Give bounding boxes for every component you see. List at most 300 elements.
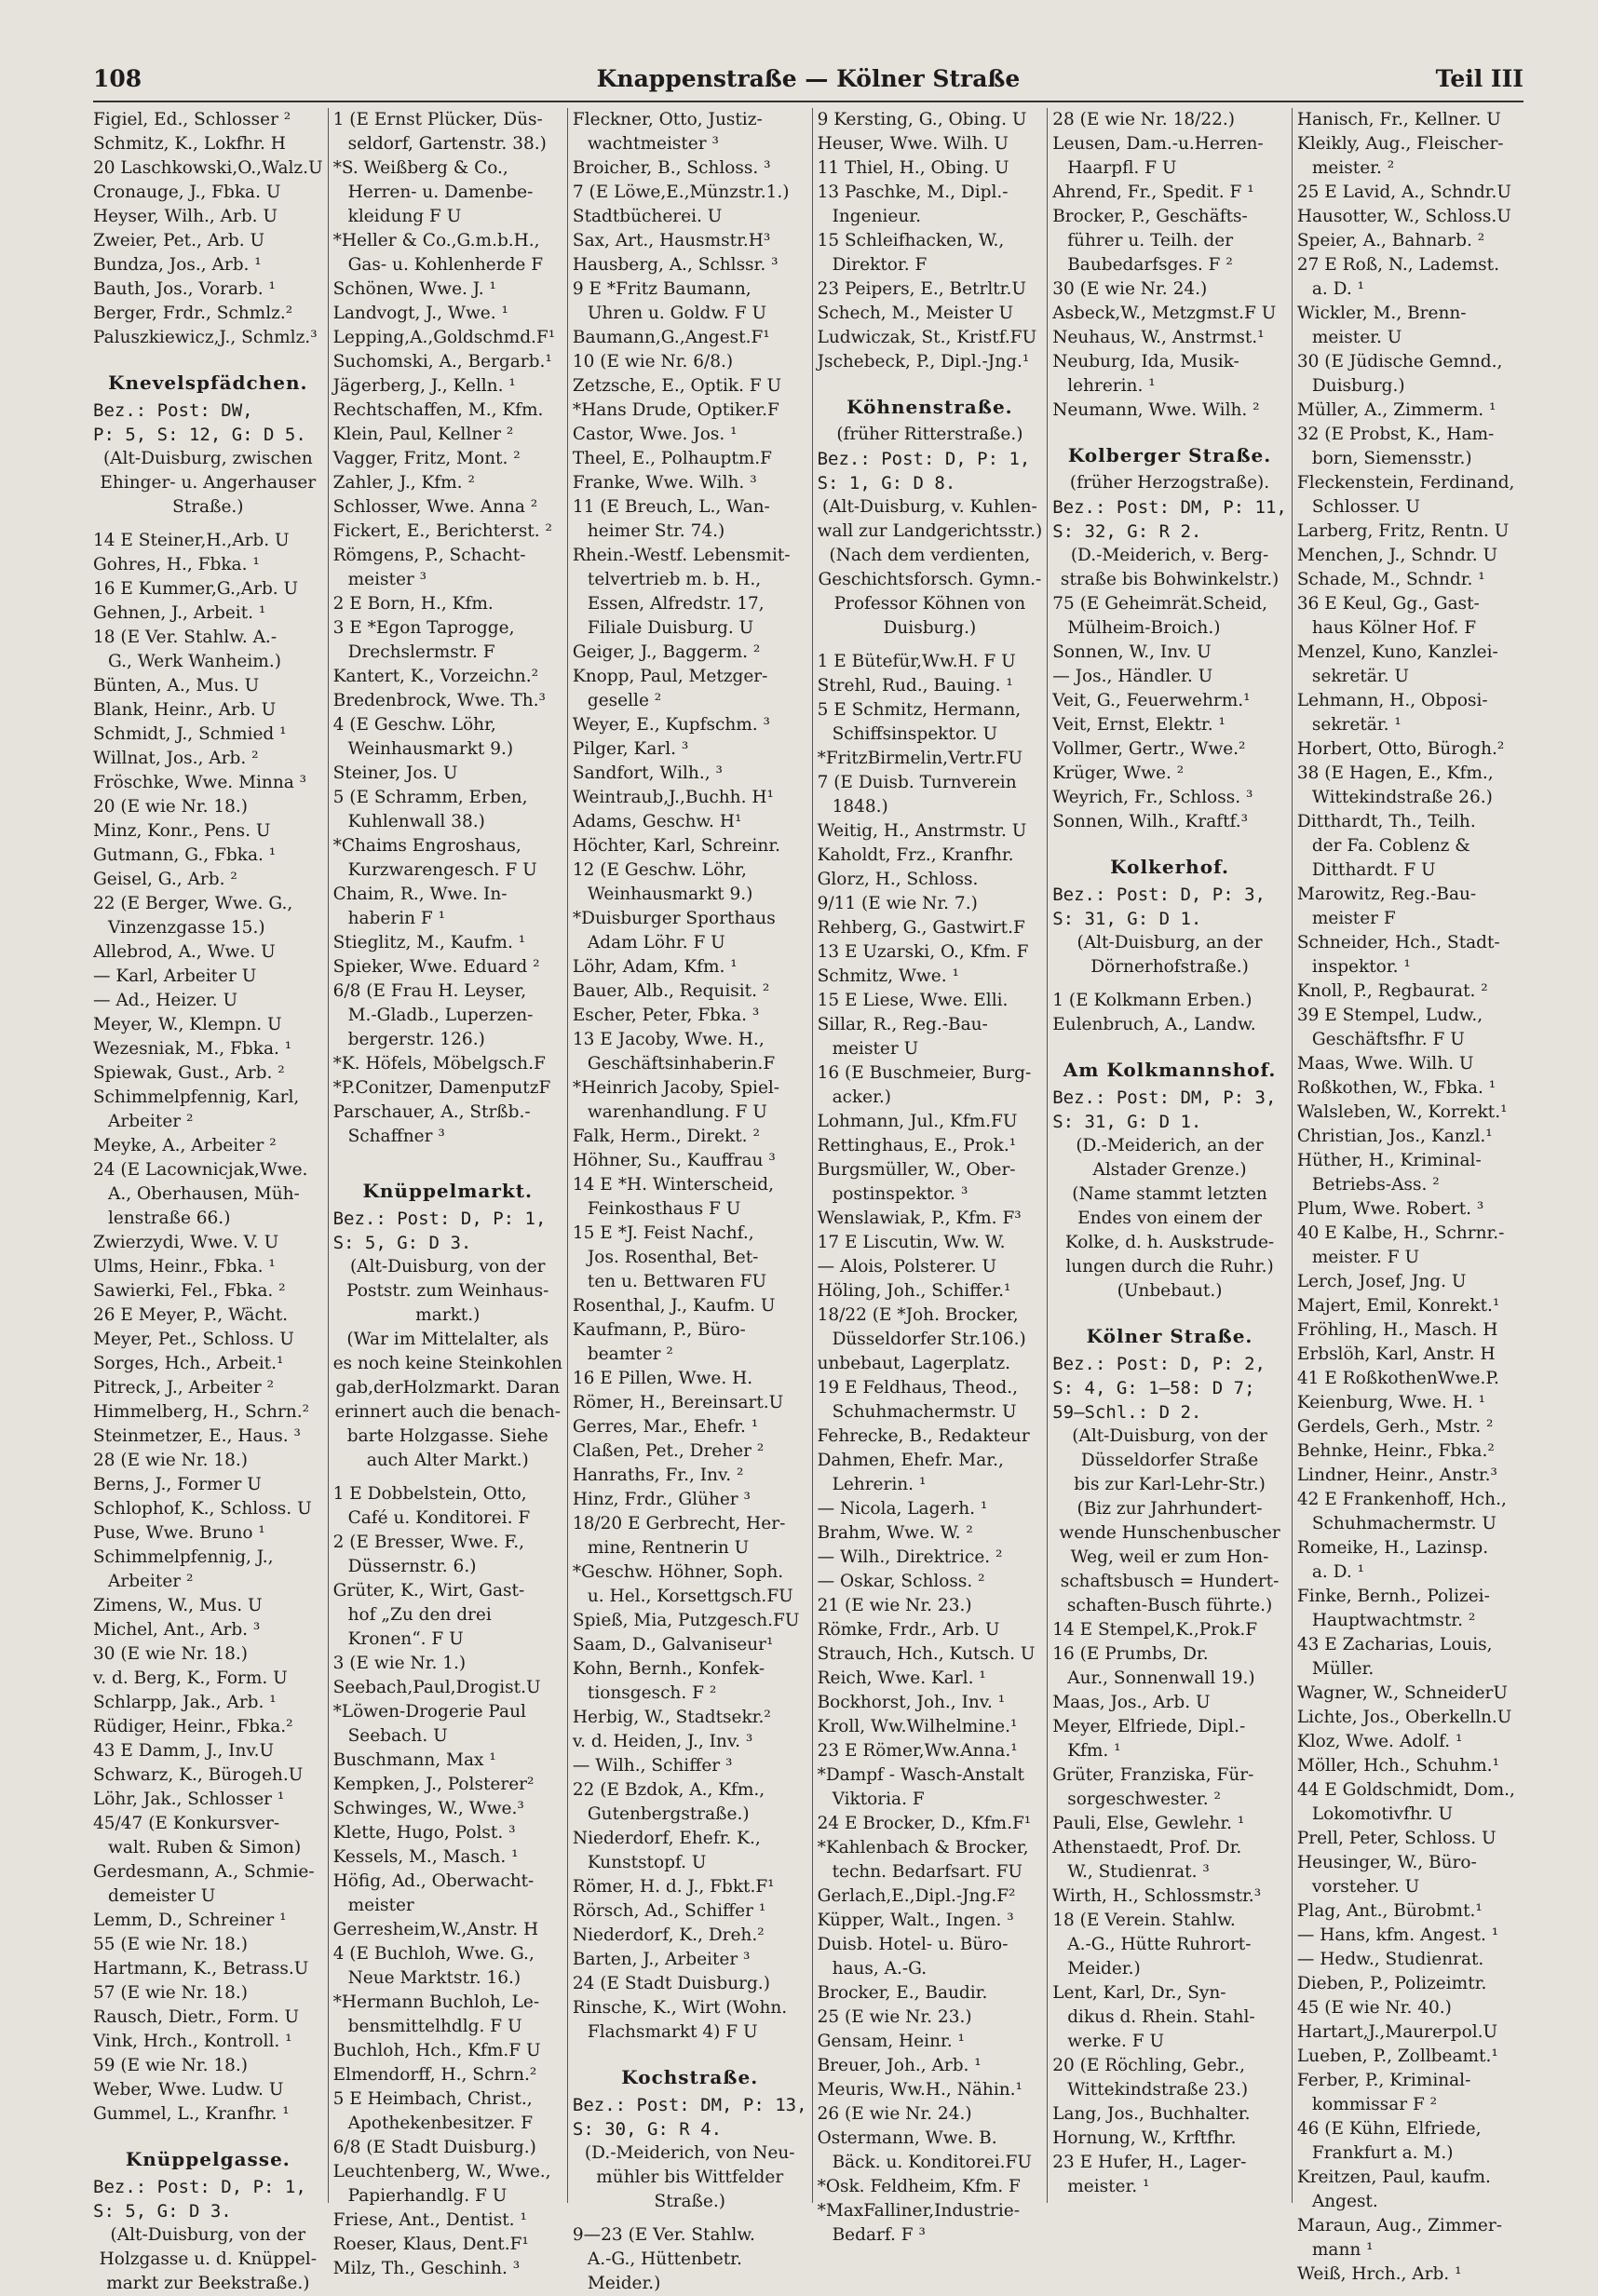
resident-entry: Rhein.-Westf. Lebensmit-: [572, 546, 791, 565]
resident-entry: 45 (E wie Nr. 40.): [1296, 1998, 1452, 2018]
entry-continuation: Schiffsinspektor. U: [832, 724, 998, 744]
resident-entry: *Kahlenbach & Brocker,: [817, 1838, 1029, 1857]
resident-entry: 46 (E Kühn, Elfriede,: [1296, 2119, 1482, 2139]
resident-entry: Larberg, Fritz, Rentn. U: [1296, 521, 1510, 541]
resident-entry: Heusinger, W., Büro-: [1296, 1853, 1477, 1872]
header-rule: [93, 101, 1524, 102]
page-header: [93, 58, 1524, 101]
resident-entry: Barten, J., Arbeiter ³: [572, 1950, 751, 1969]
resident-entry: — Wilh., Direktrice. ²: [817, 1547, 1003, 1567]
resident-entry: Maas, Wwe. Wilh. U: [1296, 1054, 1474, 1074]
resident-entry: 23 E Hufer, H., Lager-: [1052, 2153, 1247, 2172]
resident-entry: Schade, M., Schndr. ¹: [1296, 570, 1485, 589]
entry-continuation: führer u. Teilh. der: [1067, 231, 1234, 250]
entry-continuation: Betriebs-Ass. ²: [1311, 1175, 1440, 1195]
resident-entry: 42 E Frankenhoff, Hch.,: [1296, 1490, 1507, 1509]
street-note: (D.-Meiderich, an der: [1076, 1136, 1264, 1155]
resident-entry: 5 (E Schramm, Erben,: [332, 788, 528, 807]
resident-entry: 41 E RoßkothenWwe.P.: [1296, 1369, 1499, 1388]
resident-entry: Prell, Peter, Schloss. U: [1296, 1829, 1496, 1848]
resident-entry: Lichte, Jos., Oberkelln.U: [1296, 1708, 1512, 1727]
resident-entry: Schneider, Hch., Stadt-: [1296, 933, 1500, 952]
resident-entry: Höling, Joh., Schiffer.¹: [817, 1281, 1011, 1301]
resident-entry: 28 (E wie Nr. 18.): [93, 1451, 249, 1470]
resident-entry: Leusen, Dam.-u.Herren-: [1052, 134, 1264, 154]
resident-entry: Veit, Ernst, Elektr. ¹: [1052, 715, 1226, 735]
resident-entry: Asbeck,W., Metzgmst.F U: [1052, 304, 1277, 323]
entry-continuation: Direktor. F: [832, 255, 928, 275]
resident-entry: 2 (E Bresser, Wwe. F.,: [332, 1533, 525, 1552]
resident-entry: 30 (E Jüdische Gemnd.,: [1296, 352, 1503, 371]
entry-continuation: Arbeiter ²: [108, 1572, 194, 1591]
entry-continuation: Kfm. ¹: [1067, 1741, 1121, 1761]
street-heading: Köhnenstraße.: [846, 396, 1013, 418]
street-note: Düsseldorfer Straße: [1080, 1451, 1259, 1470]
entry-continuation: hof „Zu den drei: [347, 1605, 492, 1625]
resident-entry: Minz, Konr., Pens. U: [93, 821, 271, 841]
resident-entry: Löhr, Jak., Schlosser ¹: [93, 1790, 285, 1809]
resident-entry: Hausotter, W., Schloss.U: [1296, 207, 1511, 226]
resident-entry: Sorges, Hch., Arbeit.¹: [93, 1354, 284, 1373]
resident-entry: Klette, Hugo, Polst. ³: [332, 1823, 516, 1843]
resident-entry: 18 (E Verein. Stahlw.: [1052, 1911, 1236, 1930]
entry-continuation: Wittekindstraße 26.): [1311, 788, 1493, 807]
resident-entry: Landvogt, J., Wwe. ¹: [332, 304, 508, 323]
resident-entry: Heuser, Wwe. Wilh. U: [817, 134, 1009, 154]
entry-continuation: Café u. Konditorei. F: [347, 1508, 531, 1528]
resident-entry: Meyer, W., Klempn. U: [93, 1015, 282, 1034]
resident-entry: 13 E Uzarski, O., Kfm. F: [817, 942, 1029, 962]
resident-entry: Strehl, Rud., Bauing. ¹: [817, 676, 1013, 696]
resident-entry: Brocker, E., Baudir.: [817, 1983, 988, 2003]
resident-entry: 55 (E wie Nr. 18.): [93, 1935, 249, 1954]
page-number: 108: [93, 65, 142, 92]
resident-entry: 26 (E wie Nr. 24.): [817, 2104, 972, 2124]
resident-entry: Rechtschaffen, M., Kfm.: [332, 400, 544, 420]
resident-entry: 16 (E Prumbs, Dr.: [1052, 1644, 1209, 1664]
resident-entry: Sillar, R., Reg.-Bau-: [817, 1015, 988, 1034]
resident-entry: Rörsch, Ad., Schiffer ¹: [572, 1901, 766, 1921]
resident-entry: — Karl, Arbeiter U: [93, 966, 257, 986]
district-info: Bez.: Post: DM, P: 11,: [1052, 497, 1287, 518]
resident-entry: Kessels, M., Masch. ¹: [332, 1847, 519, 1867]
resident-entry: Seebach,Paul,Drogist.U: [332, 1678, 541, 1697]
resident-entry: Roßkothen, W., Fbka. ¹: [1296, 1078, 1496, 1098]
entry-continuation: kleidung F U: [347, 207, 462, 226]
resident-entry: Herbig, W., Stadtsekr.²: [572, 1708, 771, 1727]
resident-entry: Grüter, K., Wirt, Gast-: [332, 1581, 525, 1600]
resident-entry: 5 E Heimbach, Christ.,: [332, 2089, 533, 2109]
entry-continuation: A.-G., Hütte Ruhrort-: [1067, 1935, 1252, 1954]
resident-entry: Meyer, Elfriede, Dipl.-: [1052, 1717, 1246, 1736]
resident-entry: Menzel, Kuno, Kanzlei-: [1296, 642, 1498, 662]
resident-entry: Willnat, Jos., Arb. ²: [93, 749, 259, 768]
street-note: lungen durch die Ruhr.): [1065, 1257, 1274, 1276]
resident-entry: Hartmann, K., Betrass.U: [93, 1959, 309, 1979]
street-heading: Knüppelgasse.: [125, 2148, 291, 2170]
resident-entry: 75 (E Geheimrät.Scheid,: [1052, 594, 1268, 614]
entry-continuation: A.-G., Hüttenbetr.: [587, 2249, 742, 2269]
resident-entry: Buchloh, Hch., Kfm.F U: [332, 2041, 541, 2060]
resident-entry: 4 (E Buchloh, Wwe. G.,: [332, 1944, 535, 1964]
district-info: Bez.: Post: D, P: 3,: [1052, 885, 1266, 905]
resident-entry: Bauth, Jos., Vorarb. ¹: [93, 279, 276, 299]
entry-continuation: Gutenbergstraße.): [587, 1804, 750, 1824]
resident-entry: Lepping,A.,Goldschmd.F¹: [332, 328, 556, 347]
column-2: [328, 108, 567, 2278]
resident-entry: *Heinrich Jacoby, Spiel-: [572, 1078, 780, 1098]
entry-continuation: Geschäftsfhr. F U: [1311, 1030, 1465, 1049]
entry-continuation: Meider.): [587, 2274, 661, 2293]
resident-entry: Fleckenstein, Ferdinand,: [1296, 473, 1515, 493]
street-note: Endes von einem der: [1077, 1209, 1262, 1228]
entry-continuation: Duisburg.): [1311, 376, 1405, 396]
resident-entry: Niederdorf, Ehefr. K.,: [572, 1829, 761, 1848]
resident-entry: 3 (E wie Nr. 1.): [332, 1654, 467, 1673]
resident-entry: 1 E Dobbelstein, Otto,: [332, 1484, 527, 1504]
resident-entry: Puse, Wwe. Bruno ¹: [93, 1523, 265, 1543]
resident-entry: — Hedw., Studienrat.: [1296, 1950, 1484, 1969]
resident-entry: 14 E Steiner,H.,Arb. U: [93, 531, 290, 550]
resident-entry: Blank, Heinr., Arb. U: [93, 700, 277, 720]
entry-continuation: Mülheim-Broich.): [1067, 618, 1221, 638]
spacer: [818, 641, 1043, 650]
resident-entry: Meyer, Pet., Schloss. U: [93, 1330, 294, 1349]
resident-entry: Ostermann, Wwe. B.: [817, 2128, 997, 2148]
resident-entry: Bünten, A., Mus. U: [93, 676, 260, 696]
entry-continuation: heimer Str. 74.): [587, 521, 725, 541]
street-note: Professor Köhnen von: [833, 594, 1026, 614]
spacer: [93, 520, 323, 529]
street-note: wall zur Landgerichtsstr.): [817, 521, 1043, 541]
entry-continuation: Weinhausmarkt 9.): [587, 885, 753, 904]
street-note: (Alt-Duisburg, von der: [349, 1257, 546, 1276]
resident-entry: Kohn, Bernh., Konfek-: [572, 1659, 765, 1679]
resident-entry: Heyser, Wilh., Arb. U: [93, 207, 278, 226]
resident-entry: Meuris, Ww.H., Nähin.¹: [817, 2080, 1022, 2100]
resident-entry: Veit, G., Feuerwehrm.¹: [1052, 691, 1251, 710]
volume-part: Teil III: [1435, 65, 1524, 92]
resident-entry: Lang, Jos., Buchhalter.: [1052, 2104, 1251, 2124]
entry-continuation: 1848.): [832, 797, 888, 817]
resident-entry: 22 (E Berger, Wwe. G.,: [93, 894, 293, 913]
entry-continuation: sekretär. ¹: [1311, 715, 1402, 735]
resident-entry: Knoll, P., Regbaurat. ²: [1296, 981, 1488, 1001]
resident-entry: 24 E Brocker, D., Kfm.F¹: [817, 1814, 1032, 1833]
resident-entry: 18/22 (E *Joh. Brocker,: [817, 1305, 1019, 1325]
street-heading: Knüppelmarkt.: [362, 1180, 533, 1202]
street-note: (Alt-Duisburg, an der: [1077, 933, 1263, 952]
district-info: Bez.: Post: D, P: 1,: [817, 449, 1031, 469]
resident-entry: Gohres, H., Fbka. ¹: [93, 555, 260, 574]
district-info: Bez.: Post: D, P: 1,: [93, 2177, 306, 2197]
resident-entry: Fehrecke, B., Redakteur: [817, 1426, 1030, 1446]
resident-entry: 9/11 (E wie Nr. 7.): [817, 894, 978, 913]
resident-entry: Weiß, Hrch., Arb. ¹: [1296, 2264, 1462, 2284]
resident-entry: Pilger, Karl. ³: [572, 739, 689, 759]
street-note: Alstader Grenze.): [1092, 1160, 1247, 1180]
resident-entry: Lehmann, H., Obposi-: [1296, 691, 1488, 710]
resident-entry: Maas, Jos., Arb. U: [1052, 1693, 1211, 1712]
resident-entry: Cronauge, J., Fbka. U: [93, 182, 281, 202]
resident-entry: 21 (E wie Nr. 23.): [817, 1596, 972, 1615]
resident-entry: Keienburg, Wwe. H. ¹: [1296, 1393, 1486, 1412]
resident-entry: 1 E Bütefür,Ww.H. F U: [817, 652, 1016, 671]
entry-continuation: meister: [347, 1896, 414, 1915]
street-note: Straße.): [654, 2192, 725, 2211]
column-5: [1047, 108, 1292, 2203]
entry-continuation: born, Siemensstr.): [1311, 449, 1472, 468]
resident-entry: Bauer, Alb., Requisit. ²: [572, 981, 770, 1001]
resident-entry: Pauli, Else, Gewlehr. ¹: [1052, 1814, 1245, 1833]
street-note: (Alt-Duisburg, zwischen: [102, 449, 313, 468]
resident-entry: Gehnen, J., Arbeit. ¹: [93, 603, 266, 623]
resident-entry: 18 (E Ver. Stahlw. A.-: [93, 628, 278, 647]
resident-entry: Fickert, E., Berichterst. ²: [332, 521, 552, 541]
entry-continuation: inspektor. ¹: [1311, 957, 1411, 977]
resident-entry: Spiewak, Gust., Arb. ²: [93, 1063, 285, 1083]
street-note: (D.-Meiderich, v. Berg-: [1070, 546, 1269, 565]
entry-continuation: Schuhmachermstr. U: [832, 1402, 1017, 1422]
resident-entry: Hüther, H., Kriminal-: [1296, 1151, 1482, 1170]
resident-entry: *S. Weißberg & Co.,: [332, 158, 508, 178]
resident-entry: Rausch, Dietr., Form. U: [93, 2007, 300, 2027]
resident-entry: *K. Höfels, Möbelgsch.F: [332, 1054, 546, 1074]
resident-entry: Baumann,G.,Angest.F¹: [572, 328, 770, 347]
resident-entry: 26 E Meyer, P., Wächt.: [93, 1305, 289, 1325]
spacer: [573, 2214, 807, 2223]
entry-continuation: A., Oberhausen, Müh-: [108, 1184, 300, 1204]
resident-entry: Vink, Hrch., Kontroll. ¹: [93, 2032, 292, 2051]
resident-entry: Ludwiczak, St., Kristf.FU: [817, 328, 1037, 347]
resident-entry: Schimmelpfennig, J.,: [93, 1547, 274, 1567]
resident-entry: Sax, Art., Hausmstr.H³: [572, 231, 771, 250]
entry-continuation: ten u. Bettwaren FU: [587, 1272, 767, 1291]
resident-entry: 19 E Feldhaus, Theod.,: [817, 1378, 1018, 1398]
resident-entry: Schmitz, Wwe. ¹: [817, 966, 959, 986]
entry-continuation: seldorf, Gartenstr. 38.): [347, 134, 547, 154]
resident-entry: — Hans, kfm. Angest. ¹: [1296, 1925, 1499, 1945]
district-info: Bez.: Post: DM, P: 13,: [572, 2095, 807, 2115]
resident-entry: Brocker, P., Geschäfts-: [1052, 207, 1248, 226]
entry-continuation: beamter ²: [587, 1344, 673, 1364]
resident-entry: 22 (E Bzdok, A., Kfm.,: [572, 1780, 765, 1800]
resident-entry: Rinsche, K., Wirt (Wohn.: [572, 1998, 788, 2018]
entry-continuation: Haarpfl. F U: [1067, 158, 1177, 178]
entry-continuation: haus Kölner Hof. F: [1311, 618, 1477, 638]
resident-entry: Zweier, Pet., Arb. U: [93, 231, 265, 250]
column-4: [812, 108, 1048, 2245]
resident-entry: Kempken, J., Polsterer²: [332, 1775, 535, 1794]
resident-entry: Schlophof, K., Schloss. U: [93, 1499, 312, 1519]
resident-entry: 16 E Pillen, Wwe. H.: [572, 1369, 753, 1388]
resident-entry: Athenstaedt, Prof. Dr.: [1052, 1838, 1242, 1857]
resident-entry: Höchter, Karl, Schreinr.: [572, 836, 781, 856]
street-note: (Nach dem verdienten,: [829, 546, 1031, 565]
entry-continuation: Feinkosthaus F U: [587, 1199, 741, 1219]
resident-entry: *Geschw. Höhner, Soph.: [572, 1562, 784, 1582]
resident-entry: Christian, Jos., Kanzl.¹: [1296, 1127, 1493, 1146]
resident-entry: Lueben, P., Zollbeamt.¹: [1296, 2046, 1498, 2066]
resident-entry: Neumann, Wwe. Wilh. ²: [1052, 400, 1260, 420]
district-info: S: 30, G: R 4.: [572, 2119, 723, 2140]
resident-entry: Romeike, H., Lazinsp.: [1296, 1538, 1489, 1558]
street-note: schaften-Busch führte.): [1066, 1596, 1273, 1615]
entry-continuation: Bäck. u. Konditorei.FU: [832, 2153, 1032, 2172]
resident-entry: Saam, D., Galvaniseur¹: [572, 1635, 774, 1654]
entry-continuation: meister. F U: [1311, 1248, 1420, 1267]
entry-continuation: wachtmeister ³: [587, 134, 719, 154]
spacer: [1052, 979, 1287, 989]
resident-entry: Leuchtenberg, W., Wwe.,: [332, 2162, 551, 2181]
resident-entry: Maraun, Aug., Zimmer-: [1296, 2216, 1502, 2235]
resident-entry: Schönen, Wwe. J. ¹: [332, 279, 496, 299]
street-note: mühler bis Wittfelder: [596, 2168, 784, 2187]
resident-entry: Adams, Geschw. H¹: [572, 812, 742, 831]
resident-entry: 32 (E Probst, K., Ham-: [1296, 425, 1495, 444]
resident-entry: Gerres, Mar., Ehefr. ¹: [572, 1417, 759, 1437]
street-heading: Am Kolkmannshof.: [1063, 1059, 1277, 1081]
entry-continuation: Apothekenbesitzer. F: [347, 2114, 534, 2133]
resident-entry: Horbert, Otto, Bürogh.²: [1296, 739, 1505, 759]
resident-entry: 39 E Stempel, Ludw.,: [1296, 1006, 1483, 1025]
entry-continuation: Uhren u. Goldw. F U: [587, 304, 767, 323]
resident-entry: Paluszkiewicz,J., Schmlz.³: [93, 328, 318, 347]
entry-continuation: W., Studienrat. ³: [1067, 1862, 1210, 1882]
resident-entry: Stieglitz, M., Kaufm. ¹: [332, 933, 526, 952]
resident-entry: Berger, Frdr., Schmlz.²: [93, 304, 293, 323]
resident-entry: 20 (E Röchling, Gebr.,: [1052, 2056, 1246, 2075]
entry-continuation: haberin F ¹: [347, 909, 446, 928]
resident-entry: *Duisburger Sporthaus: [572, 909, 776, 928]
resident-entry: *Hans Drude, Optiker.F: [572, 400, 779, 420]
resident-entry: Zimens, W., Mus. U: [93, 1596, 263, 1615]
resident-entry: 2 E Born, H., Kfm.: [332, 594, 494, 614]
resident-entry: Marowitz, Reg.-Bau-: [1296, 885, 1477, 904]
entry-continuation: meister. U: [1311, 328, 1402, 347]
resident-entry: 28 (E wie Nr. 18/22.): [1052, 110, 1235, 129]
resident-entry: 59 (E wie Nr. 18.): [93, 2056, 249, 2075]
entry-continuation: tionsgesch. F ²: [587, 1683, 717, 1703]
street-note: barte Holzgasse. Siehe: [346, 1426, 548, 1446]
resident-entry: 6/8 (E Stadt Duisburg.): [332, 2138, 536, 2157]
entry-continuation: kommissar F ²: [1311, 2095, 1438, 2114]
entry-continuation: Herren- u. Damenbe-: [347, 182, 534, 202]
resident-entry: Theel, E., Polhauptm.F: [572, 449, 773, 468]
resident-entry: Weyer, E., Kupfschm. ³: [572, 715, 770, 735]
resident-entry: 11 Thiel, H., Obing. U: [817, 158, 1009, 178]
resident-entry: Geiger, J., Baggerm. ²: [572, 642, 761, 662]
entry-continuation: bergerstr. 126.): [347, 1030, 485, 1049]
resident-entry: — Oskar, Schloss. ²: [817, 1572, 985, 1591]
resident-entry: Spieker, Wwe. Eduard ²: [332, 957, 540, 977]
street-note: (Name stammt letzten: [1072, 1184, 1267, 1204]
entry-continuation: der Fa. Coblenz &: [1311, 836, 1470, 856]
resident-entry: Burgsmüller, W., Ober-: [817, 1160, 1016, 1180]
street-note: bis zur Karl-Lehr-Str.): [1074, 1475, 1266, 1494]
street-note: (früher Ritterstraße.): [836, 425, 1023, 444]
resident-entry: Friese, Ant., Dentist. ¹: [332, 2210, 527, 2230]
resident-entry: — Wilh., Schiffer ³: [572, 1756, 733, 1776]
resident-entry: Fröschke, Wwe. Minna ³: [93, 773, 307, 792]
resident-entry: 15 E Liese, Wwe. Elli.: [817, 991, 1009, 1010]
resident-entry: Elmendorff, H., Schrn.²: [332, 2065, 537, 2085]
resident-entry: Lent, Karl, Dr., Syn-: [1052, 1983, 1226, 2003]
entry-continuation: Seebach. U: [347, 1726, 448, 1746]
spacer: [1052, 834, 1287, 844]
street-note: markt zur Beekstraße.): [106, 2274, 310, 2293]
entry-continuation: Viktoria. F: [832, 1790, 925, 1809]
resident-entry: Rüdiger, Heinr., Fbka.²: [93, 1717, 293, 1736]
street-note: (Unbebaut.): [1117, 1281, 1223, 1301]
resident-entry: *P.Conitzer, DamenputzF: [332, 1078, 551, 1098]
entry-continuation: meister ³: [347, 570, 427, 589]
district-info: S: 31, G: D 1.: [1052, 909, 1202, 929]
street-note: Dörnerhofstraße.): [1090, 957, 1249, 977]
resident-entry: Himmelberg, H., Schrn.²: [93, 1402, 310, 1422]
resident-entry: v. d. Heiden, J., Inv. ³: [572, 1732, 753, 1751]
street-note: gab,derHolzmarkt. Daran: [335, 1378, 561, 1398]
resident-entry: 23 E Römer,Ww.Anna.¹: [817, 1741, 1018, 1761]
resident-entry: Gensam, Heinr. ¹: [817, 2032, 965, 2051]
resident-entry: Broicher, B., Schloss. ³: [572, 158, 771, 178]
resident-entry: Römgens, P., Schacht-: [332, 546, 526, 565]
resident-entry: Escher, Peter, Fbka. ³: [572, 1006, 760, 1025]
resident-entry: Wezesniak, M., Fbka. ¹: [93, 1039, 292, 1059]
resident-entry: 43 E Damm, J., Inv.U: [93, 1741, 275, 1761]
directory-columns: [93, 108, 1524, 2293]
resident-entry: Ferber, P., Kriminal-: [1296, 2071, 1471, 2090]
resident-entry: Glorz, H., Schloss.: [817, 870, 979, 889]
resident-entry: Castor, Wwe. Jos. ¹: [572, 425, 738, 444]
resident-entry: 13 E Jacoby, Wwe. H.,: [572, 1030, 765, 1049]
resident-entry: 45/47 (E Konkursver-: [93, 1814, 280, 1833]
entry-continuation: Drechslermstr. F: [347, 642, 495, 662]
resident-entry: 15 Schleifhacken, W.,: [817, 231, 1005, 250]
resident-entry: Breuer, Joh., Arb. ¹: [817, 2056, 982, 2075]
resident-entry: Kreitzen, Paul, kaufm.: [1296, 2168, 1491, 2187]
resident-entry: Wickler, M., Brenn-: [1296, 304, 1467, 323]
resident-entry: 16 E Kummer,G.,Arb. U: [93, 579, 299, 599]
resident-entry: Hornung, W., Krftfhr.: [1052, 2128, 1237, 2148]
entry-continuation: Kunststopf. U: [587, 1853, 707, 1872]
entry-continuation: sekretär. U: [1311, 667, 1409, 686]
resident-entry: 5 E Schmitz, Hermann,: [817, 700, 1022, 720]
resident-entry: 14 E Stempel,K.,Prok.F: [1052, 1620, 1258, 1640]
resident-entry: Falk, Herm., Direkt. ²: [572, 1127, 760, 1146]
spacer: [333, 1149, 562, 1158]
entry-continuation: Schaffner ³: [347, 1127, 445, 1146]
resident-entry: Lindner, Heinr., Anstr.³: [1296, 1465, 1497, 1485]
resident-entry: Römer, H. d. J., Fbkt.F¹: [572, 1877, 775, 1897]
resident-entry: Finke, Bernh., Polizei-: [1296, 1587, 1490, 1606]
district-info: S: 5, G: D 3.: [332, 1233, 472, 1253]
street-note: straße bis Bohwinkelstr.): [1060, 570, 1280, 589]
entry-continuation: Gas- u. Kohlenherde F: [347, 255, 544, 275]
resident-entry: *Heller & Co.,G.m.b.H.,: [332, 231, 540, 250]
street-heading: Knevelspfädchen.: [108, 371, 308, 394]
street-note: (Alt-Duisburg, von der: [110, 2225, 306, 2245]
district-info: Bez.: Post: D, P: 1,: [332, 1209, 547, 1229]
street-note: Duisburg.): [883, 618, 977, 638]
resident-entry: 13 Paschke, M., Dipl.-: [817, 182, 1009, 202]
entry-continuation: Düsseldorfer Str.106.): [832, 1330, 1026, 1349]
resident-entry: Rettinghaus, E., Prok.¹: [817, 1136, 1017, 1155]
resident-entry: Zwierzydi, Wwe. V. U: [93, 1233, 279, 1252]
entry-continuation: Meider.): [1067, 1959, 1141, 1979]
resident-entry: Müller, A., Zimmerm. ¹: [1296, 400, 1496, 420]
entry-continuation: lehrerin. ¹: [1067, 376, 1156, 396]
